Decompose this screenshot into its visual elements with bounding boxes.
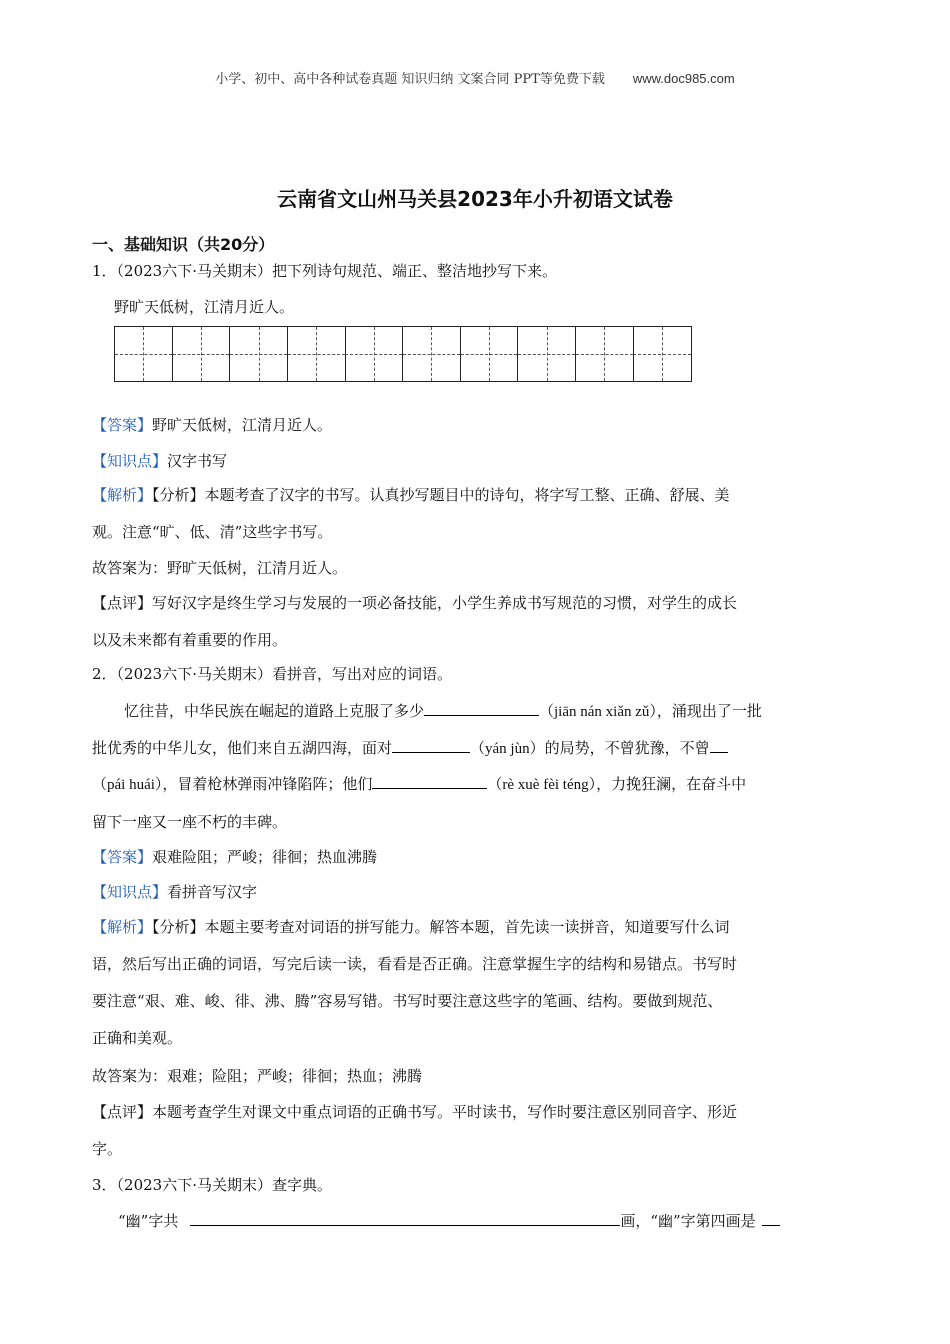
q3-stem-line — [92, 1174, 332, 1195]
q2-comment-2: 字。 — [92, 1140, 123, 1158]
q1-comment: 【点评】写好汉字是终生学习与发展的一项必备技能，小学生养成书写规范的习惯，对学生的成长 — [92, 594, 738, 612]
header-url[interactable]: www.doc985.com — [632, 71, 735, 86]
analysis-label: 【解析】 — [92, 918, 153, 936]
q2-stem-line — [92, 663, 452, 684]
grid-cell[interactable] — [633, 327, 691, 381]
q1-answer-line — [92, 414, 332, 435]
q1-analysis-line — [92, 484, 730, 505]
q1-comment-2: 以及未来都有着重要的作用。 — [92, 631, 288, 649]
q1-stem: （2023六下·马关期末）把下列诗句规范、端正、整洁地抄写下来。 — [116, 262, 557, 280]
q2-passage-line-3 — [92, 773, 746, 794]
q3-number: 3． — [92, 1176, 117, 1194]
q1-answer: 野旷天低树，江清月近人。 — [152, 416, 333, 434]
q3-text: “幽”字共 — [118, 1212, 179, 1230]
q2-analysis-line-2: 语，然后写出正确的词语，写完后读一读，看看是否正确。注意掌握生字的结构和易错点。书写时 — [92, 955, 738, 973]
page-title: 云南省文山州马关县2023年小升初语文试卷 — [277, 187, 673, 211]
grid-cell[interactable] — [518, 327, 576, 381]
header-text: 小学、初中、高中各种试卷真题 知识归纳 文案合同 PPT等免费下载 — [215, 72, 605, 87]
q2-passage-line-4: 留下一座又一座不朽的丰碑。 — [92, 813, 288, 831]
answer-blank[interactable] — [392, 738, 470, 753]
q3-stem: （2023六下·马关期末）查字典。 — [116, 1176, 332, 1194]
q2-answer: 艰难险阻；严峻；徘徊；热血沸腾 — [152, 848, 378, 866]
q2-analysis-line-3: 要注意“艰、难、峻、徘、沸、腾”容易写错。书写时要注意这些字的笔画、结构。要做到规范、 — [92, 992, 723, 1010]
q1-final-answer: 故答案为：野旷天低树，江清月近人。 — [92, 559, 348, 577]
q2-pinyin: （jiān nán xiǎn zǔ），涌现出了一批 — [539, 704, 762, 720]
q1-knowledge-line — [92, 450, 227, 471]
q1-stem-line — [92, 260, 557, 281]
knowledge-label: 【知识点】 — [92, 452, 168, 470]
grid-cell[interactable] — [576, 327, 634, 381]
q1-poem: 野旷天低树，江清月近人。 — [114, 298, 295, 316]
answer-label: 【答案】 — [92, 848, 153, 866]
grid-cell[interactable] — [288, 327, 346, 381]
q2-pinyin: （rè xuè fèi téng），力挽狂澜，在奋斗中 — [487, 777, 747, 793]
q2-final-answer: 故答案为：艰难；险阻；严峻；徘徊；热血；沸腾 — [92, 1067, 423, 1085]
q2-passage-line-2 — [92, 737, 728, 758]
answer-blank[interactable] — [762, 1211, 780, 1226]
q3-text: 画，“幽”字第四画是 — [620, 1212, 756, 1230]
answer-blank[interactable] — [372, 774, 487, 789]
q2-analysis-line — [92, 916, 730, 937]
grid-cell[interactable] — [115, 327, 173, 381]
q2-analysis: 【分析】本题主要考查对词语的拼写能力。解答本题，首先读一读拼音，知道要写什么词 — [152, 918, 730, 936]
q2-stem: （2023六下·马关期末）看拼音，写出对应的词语。 — [116, 665, 452, 683]
q2-comment: 【点评】本题考查学生对课文中重点词语的正确书写。平时读书，写作时要注意区别同音字、形近 — [92, 1103, 738, 1121]
grid-cell[interactable] — [230, 327, 288, 381]
writing-grid[interactable] — [114, 326, 692, 382]
q1-number: 1． — [92, 262, 117, 280]
q2-analysis-line-4: 正确和美观。 — [92, 1029, 183, 1047]
answer-blank[interactable] — [424, 701, 539, 716]
q2-passage-line-1 — [124, 700, 762, 721]
q2-pinyin: （pái huái），冒着枪林弹雨冲锋陷阵；他们 — [92, 777, 373, 793]
analysis-label: 【解析】 — [92, 486, 153, 504]
answer-label: 【答案】 — [92, 416, 153, 434]
q2-number: 2． — [92, 665, 117, 683]
q2-knowledge: 看拼音写汉字 — [167, 883, 258, 901]
grid-cell[interactable] — [461, 327, 519, 381]
q2-text: 忆往昔，中华民族在崛起的道路上克服了多少 — [124, 702, 425, 720]
knowledge-label: 【知识点】 — [92, 883, 168, 901]
q2-knowledge-line — [92, 881, 257, 902]
grid-cell[interactable] — [173, 327, 231, 381]
q2-text: 批优秀的中华儿女，他们来自五湖四海，面对 — [92, 739, 393, 757]
section-heading: 一、基础知识（共20分） — [92, 235, 275, 254]
answer-blank[interactable] — [190, 1211, 620, 1226]
grid-cell[interactable] — [403, 327, 461, 381]
q3-line — [118, 1210, 780, 1231]
q1-knowledge: 汉字书写 — [167, 452, 228, 470]
site-header — [0, 68, 950, 87]
q1-analysis-line-2: 观。注意“旷、低、清”这些字书写。 — [92, 523, 333, 541]
q2-pinyin: （yán jùn）的局势，不曾犹豫，不曾 — [470, 741, 710, 757]
grid-cell[interactable] — [345, 327, 403, 381]
q1-analysis: 【分析】本题考查了汉字的书写。认真抄写题目中的诗句，将字写工整、正确、舒展、美 — [152, 486, 730, 504]
answer-blank[interactable] — [710, 738, 728, 753]
q2-answer-line — [92, 846, 377, 867]
